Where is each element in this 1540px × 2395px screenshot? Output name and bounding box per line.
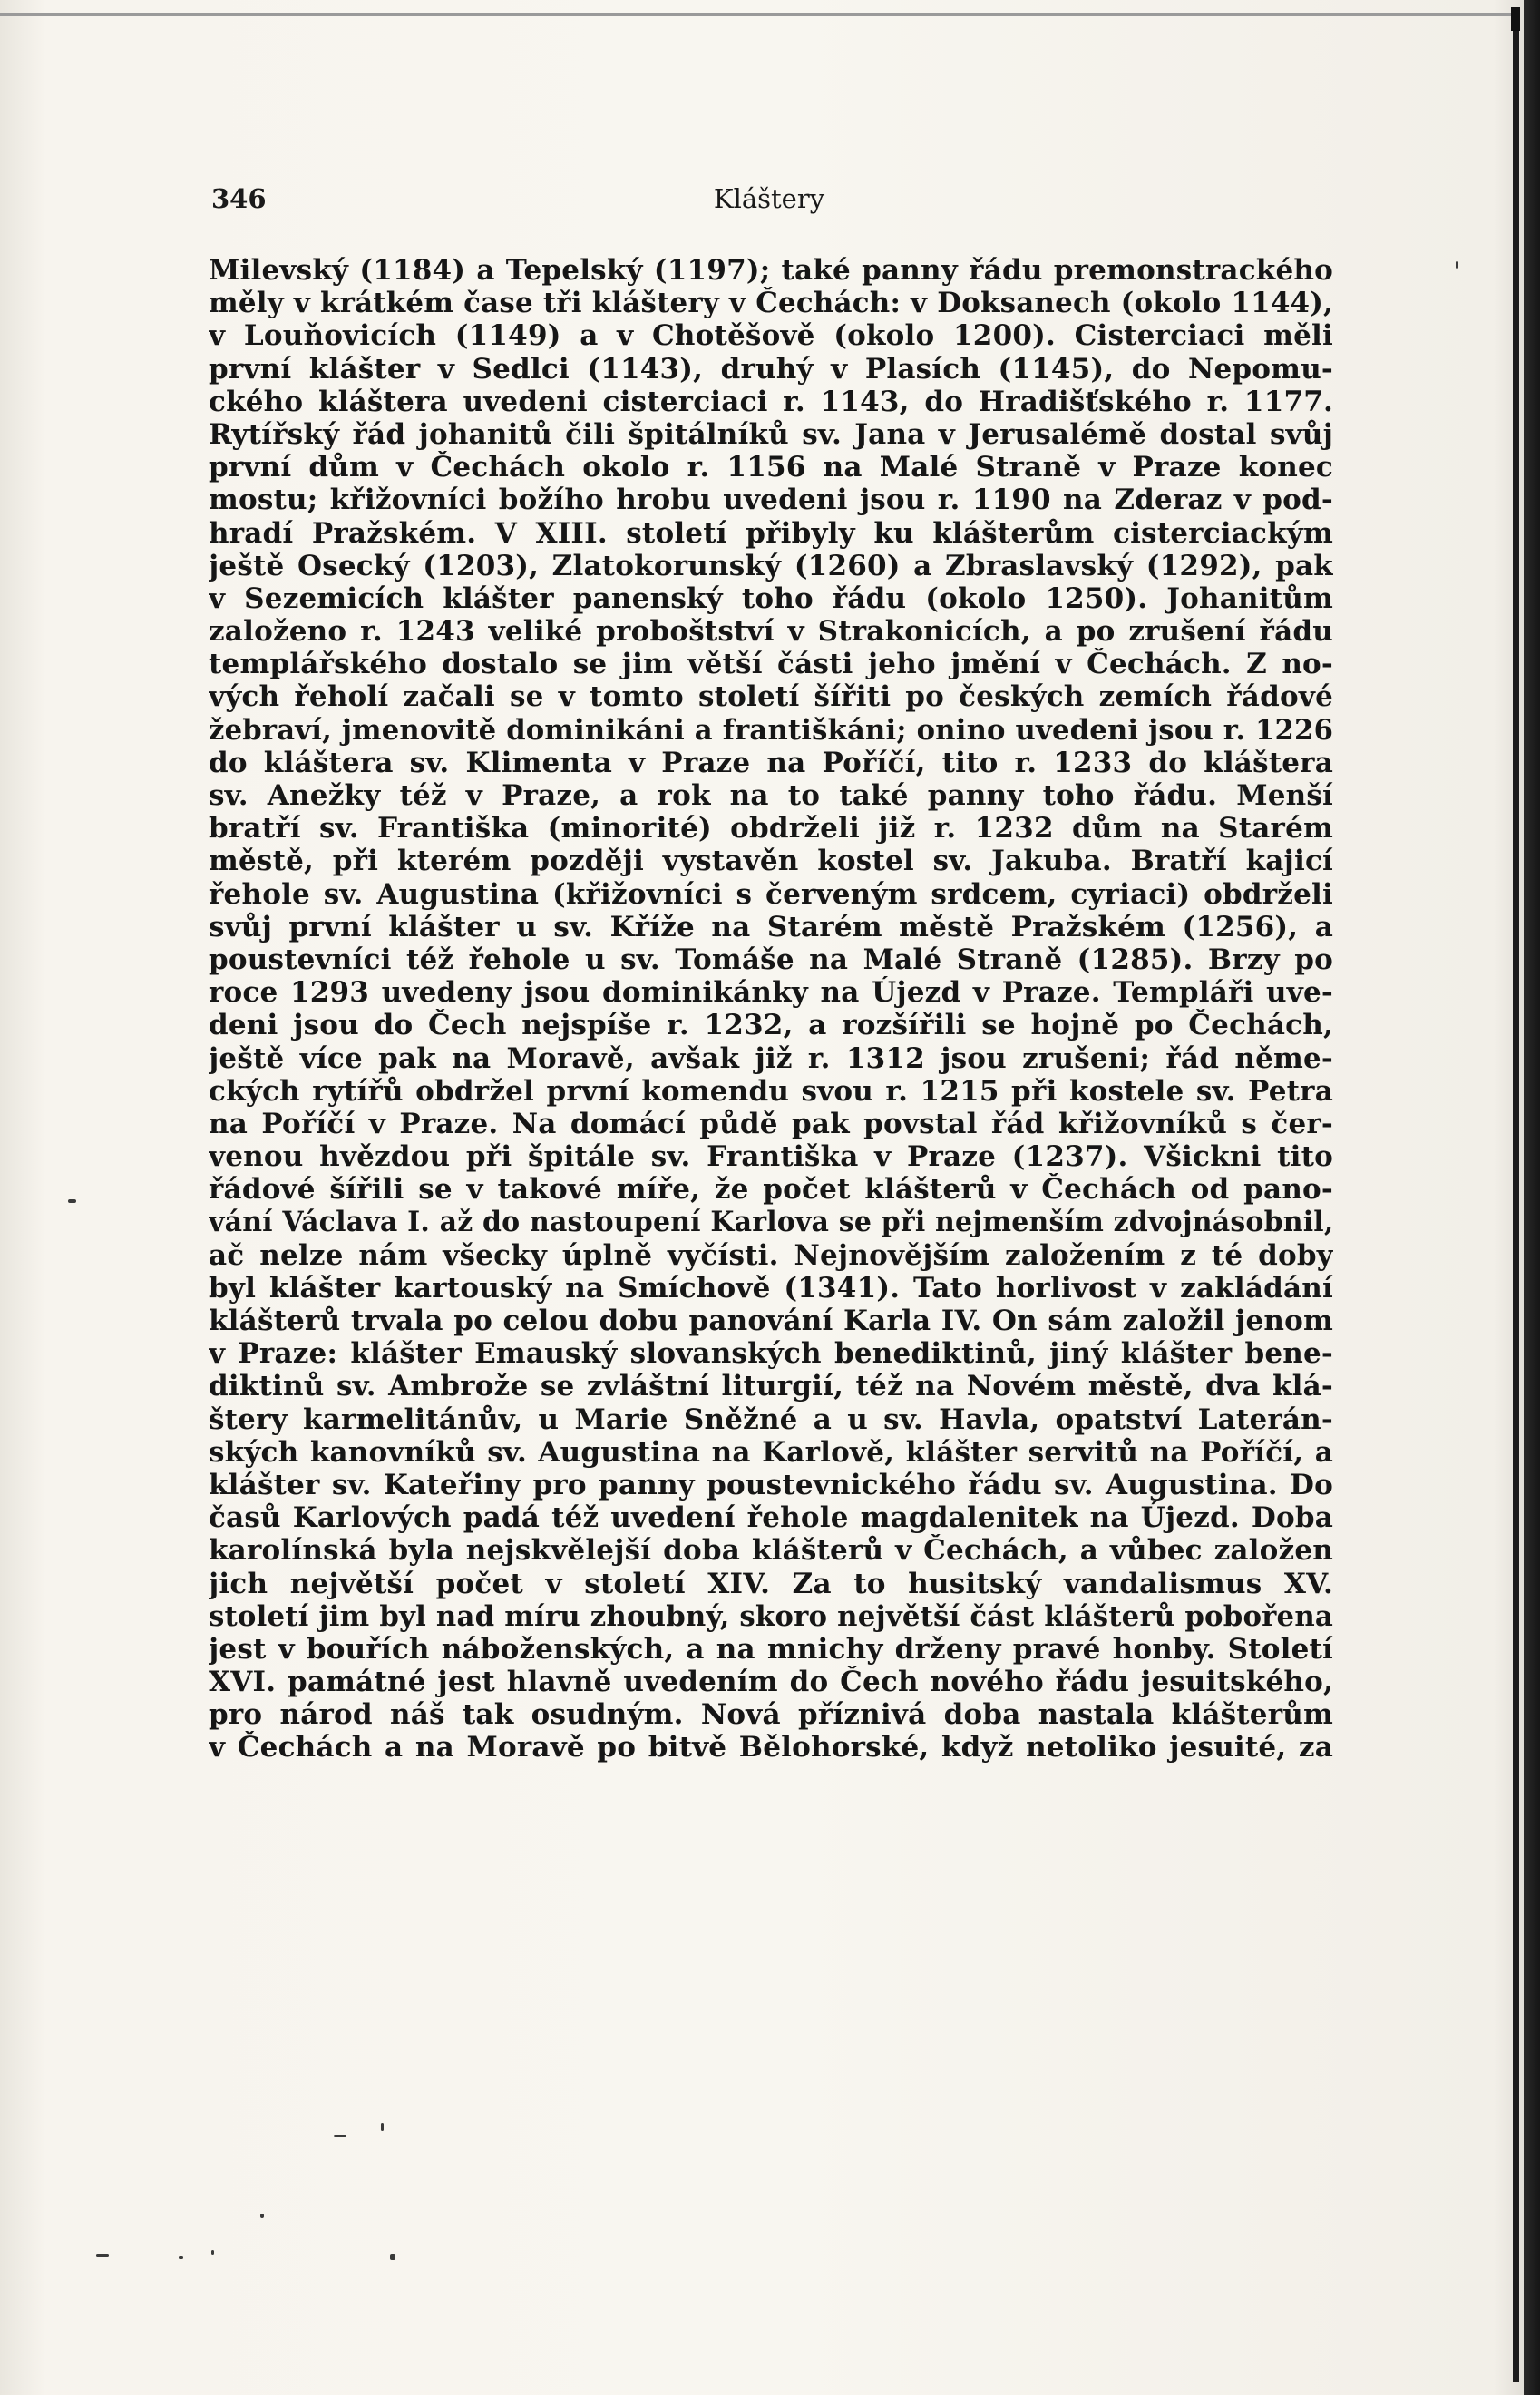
text-line: byl klášter kartouský na Smíchově (1341). Tato horlivost v zakládání — [209, 1271, 1333, 1305]
scan-speck — [1456, 261, 1458, 269]
text-line: řehole sv. Augustina (křižovníci s červeným srdcem, cyriaci) obdrželi — [209, 877, 1333, 911]
text-line: v Louňovicích (1149) a v Chotěšově (okolo 1200). Cisterciaci měli — [209, 319, 1333, 353]
scan-speck — [179, 2256, 183, 2259]
text-line: pro národ náš tak osudným. Nová příznivá doba nastala klášterům — [209, 1698, 1333, 1732]
text-line: deni jsou do Čech nejspíše r. 1232, a rozšířili se hojně po Čechách, — [209, 1009, 1333, 1042]
scan-speck — [260, 2214, 264, 2218]
text-line: časů Karlových padá též uvedení řehole magdalenitek na Újezd. Doba — [209, 1501, 1333, 1535]
text-line: Rytířský řád johanitů čili špitálníků sv. Jana v Jerusalémě dostal svůj — [209, 417, 1333, 451]
page-number: 346 — [211, 183, 267, 214]
text-line: svůj první klášter u sv. Kříže na Starém městě Pražském (1256), a — [209, 910, 1333, 943]
text-line: Milevský (1184) a Tepelský (1197); také panny řádu premonstrackého — [209, 254, 1333, 287]
text-line: století jim byl nad míru zhoubný, skoro největší část klášterů pobořena — [209, 1599, 1333, 1633]
text-line: poustevníci též řehole u sv. Tomáše na Malé Straně (1285). Brzy po — [209, 943, 1333, 976]
text-line: ských kanovníků sv. Augustina na Karlově, klášter servitů na Poříčí, a — [209, 1435, 1333, 1469]
text-line: hradí Pražském. V XIII. století přibyly ku klášterům cisterciackým — [209, 516, 1333, 550]
text-line: karolínská byla nejskvělejší doba klášterů v Čechách, a vůbec založen — [209, 1534, 1333, 1568]
text-line: jich největší počet v století XIV. Za to husitský vandalismus XV. — [209, 1567, 1333, 1600]
scan-speck — [334, 2135, 346, 2137]
scan-speck — [381, 2123, 384, 2131]
text-line: v Čechách a na Moravě po bitvě Bělohorské, když netoliko jesuité, za — [209, 1731, 1333, 1764]
text-line: městě, při kterém později vystavěn kostel sv. Jakuba. Bratří kajicí — [209, 845, 1333, 878]
text-line: sv. Anežky též v Praze, a rok na to také panny toho řádu. Menší — [209, 779, 1333, 812]
text-line: v Sezemicích klášter panenský toho řádu (okolo 1250). Johanitům — [209, 582, 1333, 615]
text-line: diktinů sv. Ambrože se zvláštní liturgií, též na Novém městě, dva klá- — [209, 1370, 1333, 1403]
text-line: založeno r. 1243 veliké proboštství v Strakonicích, a po zrušení řádu — [209, 615, 1333, 649]
text-line: první dům v Čechách okolo r. 1156 na Malé Straně v Praze konec — [209, 451, 1333, 484]
text-line: jest v bouřích náboženských, a na mnichy drženy pravé honby. Století — [209, 1632, 1333, 1666]
scan-speck — [68, 1199, 76, 1203]
text-line: XVI. památné jest hlavně uvedením do Čech nového řádu jesuitského, — [209, 1666, 1333, 1699]
text-line: ckých rytířů obdržel první komendu svou r. 1215 při kostele sv. Petra — [209, 1074, 1333, 1108]
text-line: klášterů trvala po celou dobu panování Karla IV. On sám založil jenom — [209, 1305, 1333, 1337]
text-line: roce 1293 uvedeny jsou dominikánky na Újezd v Praze. Templáři uve- — [209, 976, 1333, 1010]
text-line: řádové šířili se v takové míře, že počet klášterů v Čechách od pano- — [209, 1173, 1333, 1207]
text-line: ještě Osecký (1203), Zlatokorunský (1260) a Zbraslavský (1292), pak — [209, 549, 1333, 582]
scan-speck — [390, 2254, 395, 2260]
text-line: venou hvězdou při špitále sv. Františka v Praze (1237). Všickni tito — [209, 1140, 1333, 1174]
scan-speck — [211, 2250, 214, 2255]
text-line: vých řeholí začali se v tomto století šířiti po českých zemích řádové — [209, 680, 1333, 714]
text-line: ckého kláštera uvedeni cisterciaci r. 1143, do Hradišťského r. 1177. — [209, 385, 1333, 418]
text-line: ještě více pak na Moravě, avšak již r. 1312 jsou zrušeni; řád něme- — [209, 1041, 1333, 1075]
text-line: klášter sv. Kateřiny pro panny poustevnického řádu sv. Augustina. Do — [209, 1468, 1333, 1501]
text-line: žebraví, jmenovitě dominikáni a františkáni; onino uvedeni jsou r. 1226 — [209, 713, 1333, 747]
corner-mark — [1511, 7, 1520, 31]
running-head — [211, 178, 1327, 223]
text-line: v Praze: klášter Emauský slovanských benediktinů, jiný klášter bene- — [209, 1337, 1333, 1371]
chapter-title: Kláštery — [713, 183, 825, 214]
text-line: do kláštera sv. Klimenta v Praze na Poříčí, tito r. 1233 do kláštera — [209, 746, 1333, 779]
text-line: vání Václava I. až do nastoupení Karlova se při nejmenším zdvojnásobnil, — [209, 1206, 1334, 1239]
text-line: mostu; křižovníci božího hrobu uvedeni jsou r. 1190 na Zderaz v pod- — [209, 484, 1333, 517]
text-line: první klášter v Sedlci (1143), druhý v Plasích (1145), do Nepomu- — [209, 352, 1333, 386]
text-line: templářského dostalo se jim větší části jeho jmění v Čechách. Z no- — [209, 648, 1333, 681]
scan-speck — [96, 2254, 109, 2257]
text-line: na Poříčí v Praze. Na domácí půdě pak povstal řád křižovníků s čer- — [209, 1107, 1333, 1140]
text-line: štery karmelitánův, u Marie Sněžné a u sv. Havla, opatství Laterán- — [209, 1403, 1333, 1436]
text-line: měly v krátkém čase tři kláštery v Čechách: v Doksanech (okolo 1144), — [209, 287, 1334, 320]
text-line: ač nelze nám všecky úplně vyčísti. Nejnovějším založením z té doby — [209, 1238, 1333, 1272]
text-line: bratří sv. Františka (minorité) obdrželi již r. 1232 dům na Starém — [209, 812, 1333, 846]
body-text — [209, 254, 1333, 1764]
scan-edge-shadow — [1524, 0, 1540, 2395]
